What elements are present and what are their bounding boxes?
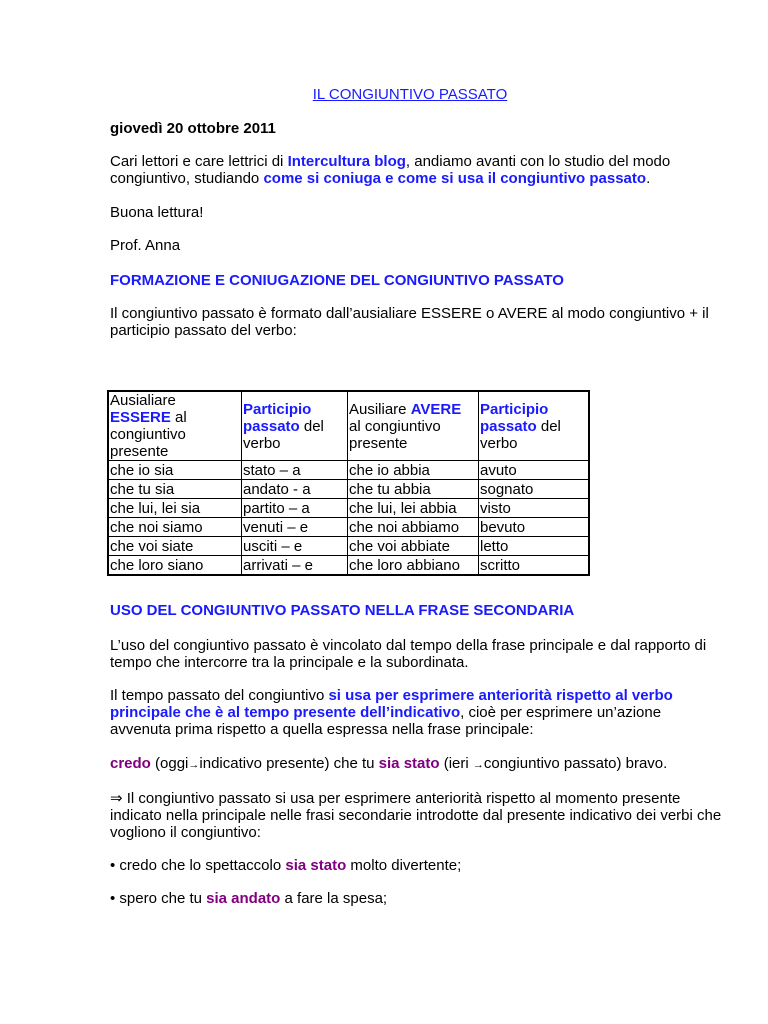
page-title: IL CONGIUNTIVO PASSATO (312, 86, 508, 103)
table-cell: andato - a (242, 480, 348, 499)
table-cell: bevuto (479, 518, 590, 537)
post-date: giovedì 20 ottobre 2011 (110, 120, 276, 137)
header-text: del verbo (480, 417, 561, 452)
uso-highlight: si usa per esprimere anteriorità rispetto al verbo principale che è al tempo presente dell’indicativo (110, 687, 673, 721)
list-item-text: molto divertente; (346, 857, 462, 874)
header-text: del verbo (243, 417, 324, 452)
example-text: congiuntivo passato) bravo. (483, 755, 668, 772)
table-cell: che io sia (108, 461, 242, 480)
double-arrow-icon: ⇒ (110, 790, 123, 807)
example-verb-credo: credo (110, 755, 151, 772)
table-cell: arrivati – e (242, 556, 348, 576)
uso-paragraph-1: L’uso del congiuntivo passato è vincolato dal tempo della frase principale e dal rapporto di tempo che intercorre tra la principale e la subordinata. (110, 637, 707, 671)
uso-paragraph-2 (110, 687, 725, 738)
blog-name: Intercultura blog (287, 153, 406, 170)
table-cell: che noi abbiamo (348, 518, 479, 537)
table-row (108, 518, 589, 537)
example-verb-sia-stato: sia stato (378, 755, 440, 772)
section-heading-formation: FORMAZIONE E CONIUGAZIONE DEL CONGIUNTIVO PASSATO (110, 272, 564, 289)
header-text: al congiuntivo presente (110, 409, 187, 460)
example-text: (ieri (439, 755, 473, 772)
intro-text-1: Cari lettori e care lettrici di (110, 153, 288, 170)
note-paragraph (110, 790, 725, 841)
table-cell: che voi abbiate (348, 537, 479, 556)
table-cell: stato – a (242, 461, 348, 480)
example-text: (oggi (150, 755, 189, 772)
table-cell: che tu abbia (348, 480, 479, 499)
table-cell: che loro abbiano (348, 556, 479, 576)
header-highlight: Participio passato (480, 400, 549, 435)
conjugation-table (107, 390, 590, 576)
formation-paragraph: Il congiuntivo passato è formato dall’ausialiare ESSERE o AVERE al modo congiuntivo + il participio passato del verbo: (110, 305, 709, 339)
table-cell: partito – a (242, 499, 348, 518)
uso-text-2: , cioè per esprimere un’azione avvenuta prima rispetto a quella espressa nella frase principale: (110, 704, 662, 738)
list-item-text: a fare la spesa; (280, 890, 388, 907)
table-cell: usciti – e (242, 537, 348, 556)
intro-topic: come si coniuga e come si usa il congiuntivo passato (263, 170, 647, 187)
list-item-highlight: sia stato (285, 857, 347, 874)
table-cell: venuti – e (242, 518, 348, 537)
header-cell-essere (108, 391, 242, 461)
header-cell-participio-1 (242, 391, 348, 461)
uso-text-1: Il tempo passato del congiuntivo (110, 687, 329, 704)
list-item-text: credo che lo spettaccolo (115, 857, 286, 874)
section-heading-uso: USO DEL CONGIUNTIVO PASSATO NELLA FRASE SECONDARIA (110, 602, 575, 619)
bullet-icon: • (110, 857, 116, 874)
table-row (108, 556, 589, 576)
table-row (108, 461, 589, 480)
table-cell: che lui, lei sia (108, 499, 242, 518)
table-row (108, 480, 589, 499)
header-highlight: ESSERE (110, 409, 171, 426)
intro-text-2: , andiamo avanti con lo studio del modo congiuntivo, studiando (110, 153, 671, 187)
right-arrow-icon: → (188, 759, 200, 771)
header-text: Ausiliare (349, 400, 411, 418)
list-item (110, 857, 725, 874)
table-cell: che tu sia (108, 480, 242, 499)
greeting: Buona lettura! (110, 204, 204, 221)
table-cell: che io abbia (348, 461, 479, 480)
list-item-highlight: sia andato (206, 890, 281, 907)
list-item (110, 890, 725, 907)
example-sentence (110, 755, 725, 774)
table-cell: visto (479, 499, 590, 518)
table-row (108, 499, 589, 518)
table-cell: letto (479, 537, 590, 556)
bullet-icon: • (110, 890, 116, 907)
table-cell: avuto (479, 461, 590, 480)
header-text: al congiuntivo presente (349, 417, 441, 452)
table-cell: scritto (479, 556, 590, 576)
table-cell: che voi siate (108, 537, 242, 556)
intro-paragraph (110, 153, 725, 187)
header-text: Ausialiare (110, 392, 176, 409)
intro-text-3: . (646, 170, 651, 187)
header-highlight: AVERE (410, 400, 462, 418)
example-text: indicativo presente) che tu (199, 755, 379, 772)
note-text: Il congiuntivo passato si usa per esprimere anteriorità rispetto al momento presente indicato nella principale nelle frasi secondarie introdotte dal presente indicativo dei verbi che vogliono il congiuntivo: (110, 790, 722, 841)
table-cell: che loro siano (108, 556, 242, 576)
right-arrow-icon: → (472, 759, 484, 771)
table-row (108, 537, 589, 556)
table-cell: che lui, lei abbia (348, 499, 479, 518)
table-cell: sognato (479, 480, 590, 499)
header-highlight: Participio passato (243, 400, 312, 435)
header-cell-avere (348, 391, 479, 461)
table-header-row (108, 391, 589, 461)
header-cell-participio-2 (479, 391, 590, 461)
signature: Prof. Anna (110, 237, 181, 254)
table-cell: che noi siamo (108, 518, 242, 537)
list-item-text: spero che tu (115, 890, 207, 907)
